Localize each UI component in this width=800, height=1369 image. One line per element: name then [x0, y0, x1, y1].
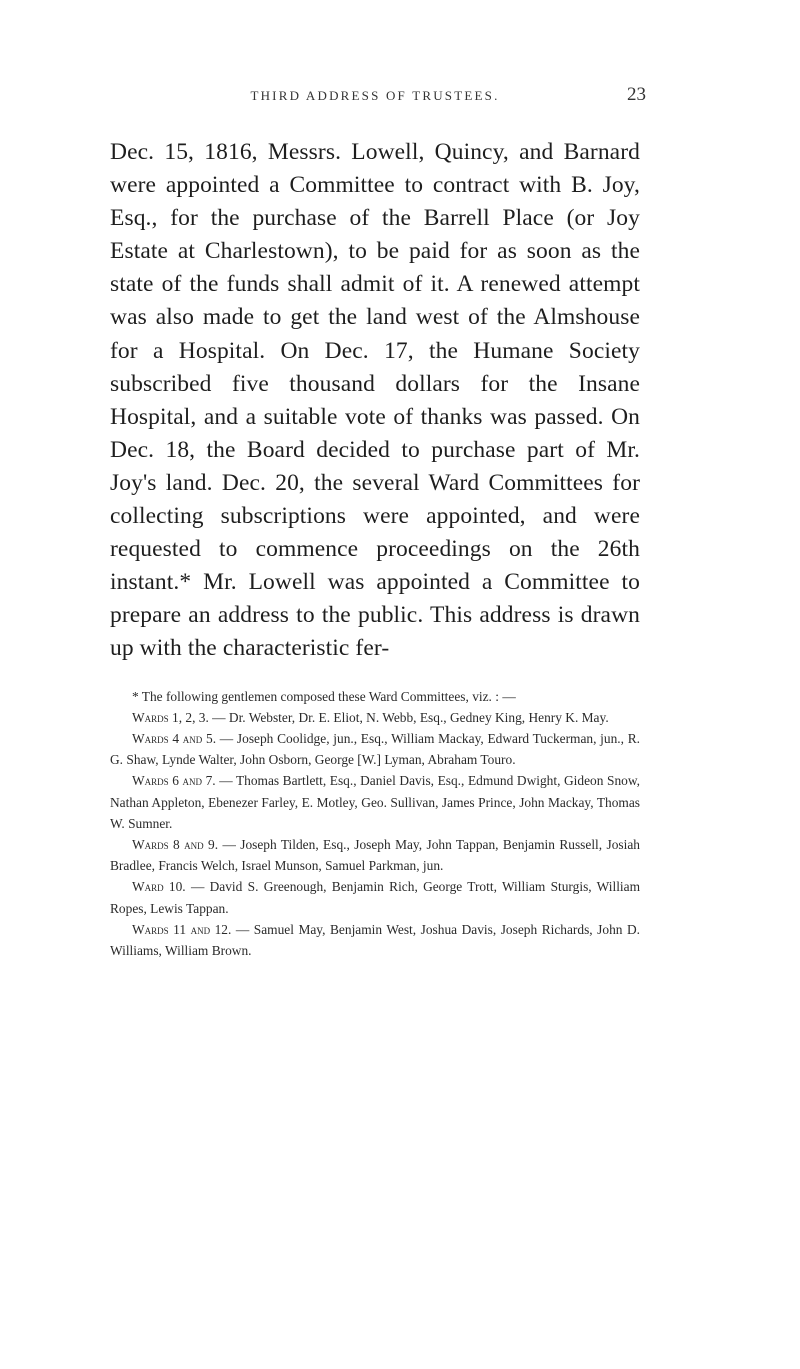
footnote-ward-label: Wards 11 and 12. [132, 921, 232, 937]
footnote-ward-label: Wards 1, 2, 3. [132, 709, 209, 725]
footnote-ward-members: — David S. Greenough, Benjamin Rich, George Trott, William Sturgis, William Ropes, Lewis Tappan. [110, 879, 641, 916]
footnote-entry [110, 919, 640, 961]
footnote-ward-members: — Joseph Tilden, Esq., Joseph May, John Tappan, Benjamin Russell, Josiah Bradlee, Francis Welch, Israel Munson, Samuel Parkman, jun. [110, 836, 640, 874]
running-head [110, 80, 646, 110]
footnote-entry [110, 770, 640, 834]
footnote-ward-label: Wards 6 and 7. [132, 773, 216, 789]
page-number: 23 [627, 84, 646, 105]
footnote-entry [110, 728, 640, 770]
footnote-ward-members: — Thomas Bartlett, Esq., Daniel Davis, Esq., Edmund Dwight, Gideon Snow, Nathan Appleton, Ebenezer Farley, E. Motley, Geo. Sullivan, James Prince, John Mackay, Thomas W. Sumner. [110, 773, 640, 831]
book-page [110, 80, 646, 961]
footnote-ward-members: — Joseph Coolidge, jun., Esq., William Mackay, Edward Tuckerman, jun., R. G. Shaw, Lynde Walter, John Osborn, George [W.] Lyman, Abraham Touro. [110, 730, 640, 768]
footnote-block [110, 686, 640, 962]
footnote-entry [110, 876, 640, 918]
footnote-ward-members: — Samuel May, Benjamin West, Joshua Davis, Joseph Richards, John D. Williams, William Brown. [110, 921, 640, 958]
footnote-ward-label: Ward 10. [132, 879, 186, 895]
running-title: THIRD ADDRESS OF TRUSTEES. [250, 88, 500, 103]
body-paragraph: Dec. 15, 1816, Messrs. Lowell, Quincy, and Barnard were appointed a Committee to contract with B. Joy, Esq., for the purchase of the Barrell Place (or Joy Estate at Charlestown), to be paid for as soon as the state of the funds shall admit of it. A renewed attempt was also made to get the land west of the Almshouse for a Hospital. On Dec. 17, the Humane Society subscribed five thousand dollars for the Insane Hospital, and a suitable vote of thanks was passed. On Dec. 18, the Board decided to purchase part of Mr. Joy's land. Dec. 20, the several Ward Committees for collecting subscriptions were appointed, and were requested to commence proceedings on the 26th instant.* Mr. Lowell was appointed a Committee to prepare an address to the public. This address is drawn up with the characteristic fer- [110, 139, 640, 662]
footnote-entry [110, 834, 640, 876]
footnote-entry [110, 707, 640, 728]
footnote-ward-members: — Dr. Webster, Dr. E. Eliot, N. Webb, Esq., Gedney King, Henry K. May. [208, 709, 609, 725]
footnote-ward-label: Wards 4 and 5. [132, 730, 217, 746]
footnote-intro: * The following gentlemen composed these Ward Committees, viz. : — [132, 688, 516, 704]
footnote-ward-label: Wards 8 and 9. [132, 836, 219, 852]
